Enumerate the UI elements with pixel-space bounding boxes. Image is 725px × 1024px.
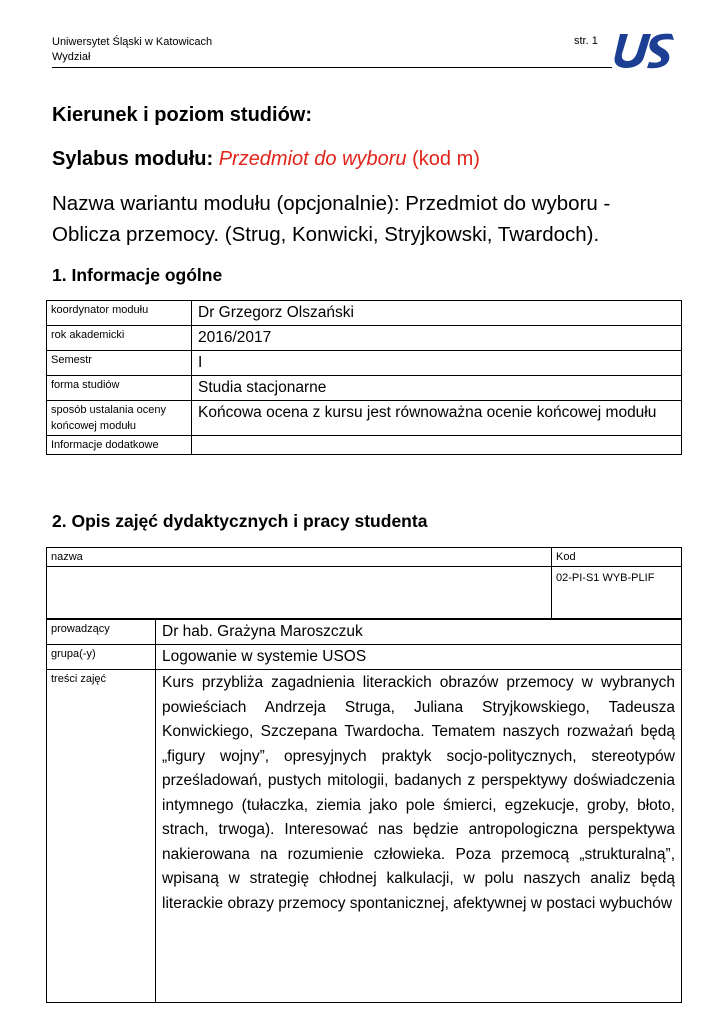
row-label: prowadzący: [47, 619, 156, 645]
logo-s-stroke: [647, 34, 674, 69]
table-row: [47, 436, 682, 455]
course-details-table: [46, 618, 682, 1003]
row-label: Semestr: [47, 351, 192, 376]
course-description: Kurs przybliża zagadnienia literackich obrazów przemocy w wybranych powieściach Andrzeja Struga, Juliana Stryjkowskiego, Tadeusza Konwickiego, Szczepana Twardocha. Tematem naszych rozważań będą „figury wojny”, opresyjnych praktyk socjo-politycznych, stereotypów prześladowań, pustych mitologii, badanych z perspektywy doświadczenia intymnego (tułaczka, ziemia jako pole śmierci, egzekucje, groby, błoto, strach, trwoga). Interesować nas będzie antropologiczna perspektywa nakierowana na rozumienie człowieka. Poza przemocą „strukturalną”, wpisaną w strategię chłodnej kalkulacji, w polu naszych analiz będą literackie obrazy przemocy spontanicznej, afektywnej w postaci wybuchów: [156, 670, 682, 1003]
row-value: 2016/2017: [192, 326, 682, 351]
row-value: Studia stacjonarne: [192, 376, 682, 401]
table-row: [47, 301, 682, 326]
row-label: forma studiów: [47, 376, 192, 401]
code-value: 02-PI-S1 WYB-PLIF: [552, 567, 682, 619]
name-label: nazwa: [47, 548, 552, 567]
row-label: Informacje dodatkowe: [47, 436, 192, 455]
row-label: treści zajęć: [47, 670, 156, 1003]
variant-name: Nazwa wariantu modułu (opcjonalnie): Przedmiot do wyboru - Oblicza przemocy. (Strug, Konwicki, Stryjkowski, Twardoch).: [52, 192, 611, 246]
university-name: Uniwersytet Śląski w Katowicach: [52, 36, 213, 48]
sylabus-heading: [52, 148, 480, 171]
table-row: [47, 326, 682, 351]
table-row: [47, 376, 682, 401]
module-code: (kod m): [412, 148, 480, 170]
row-value: Dr hab. Grażyna Maroszczuk: [156, 619, 682, 645]
header-rule: [52, 67, 612, 68]
row-value: I: [192, 351, 682, 376]
row-label: sposób ustalania oceny końcowej modułu: [47, 401, 192, 436]
row-value: Dr Grzegorz Olszański: [192, 301, 682, 326]
table-row: [47, 670, 682, 1003]
table-row: [47, 645, 682, 670]
table-row: [47, 351, 682, 376]
section1-heading: 1. Informacje ogólne: [52, 265, 223, 285]
course-name-table: [46, 547, 682, 619]
page-number: str. 1: [574, 35, 598, 47]
row-label: rok akademicki: [47, 326, 192, 351]
name-value: [47, 567, 552, 619]
row-value: Końcowa ocena z kursu jest równoważna ocenie końcowej modułu: [192, 401, 682, 436]
row-label: grupa(-y): [47, 645, 156, 670]
row-value: Logowanie w systemie USOS: [156, 645, 682, 670]
row-label: koordynator modułu: [47, 301, 192, 326]
page-header: [52, 35, 212, 65]
code-label: Kod: [552, 548, 682, 567]
table-row: [47, 567, 682, 619]
module-name: Przedmiot do wyboru: [218, 148, 407, 170]
sylabus-label: Sylabus modułu:: [52, 148, 214, 170]
kierunek-heading: Kierunek i poziom studiów:: [52, 104, 313, 126]
table-row: [47, 548, 682, 567]
faculty-name: Wydział: [52, 51, 91, 63]
table-row: [47, 619, 682, 645]
university-logo: [614, 30, 676, 70]
logo-u-stroke: [614, 34, 651, 68]
general-info-table: [46, 300, 682, 455]
table-row: [47, 401, 682, 436]
section2-heading: 2. Opis zajęć dydaktycznych i pracy studenta: [52, 511, 428, 531]
row-value: [192, 436, 682, 455]
